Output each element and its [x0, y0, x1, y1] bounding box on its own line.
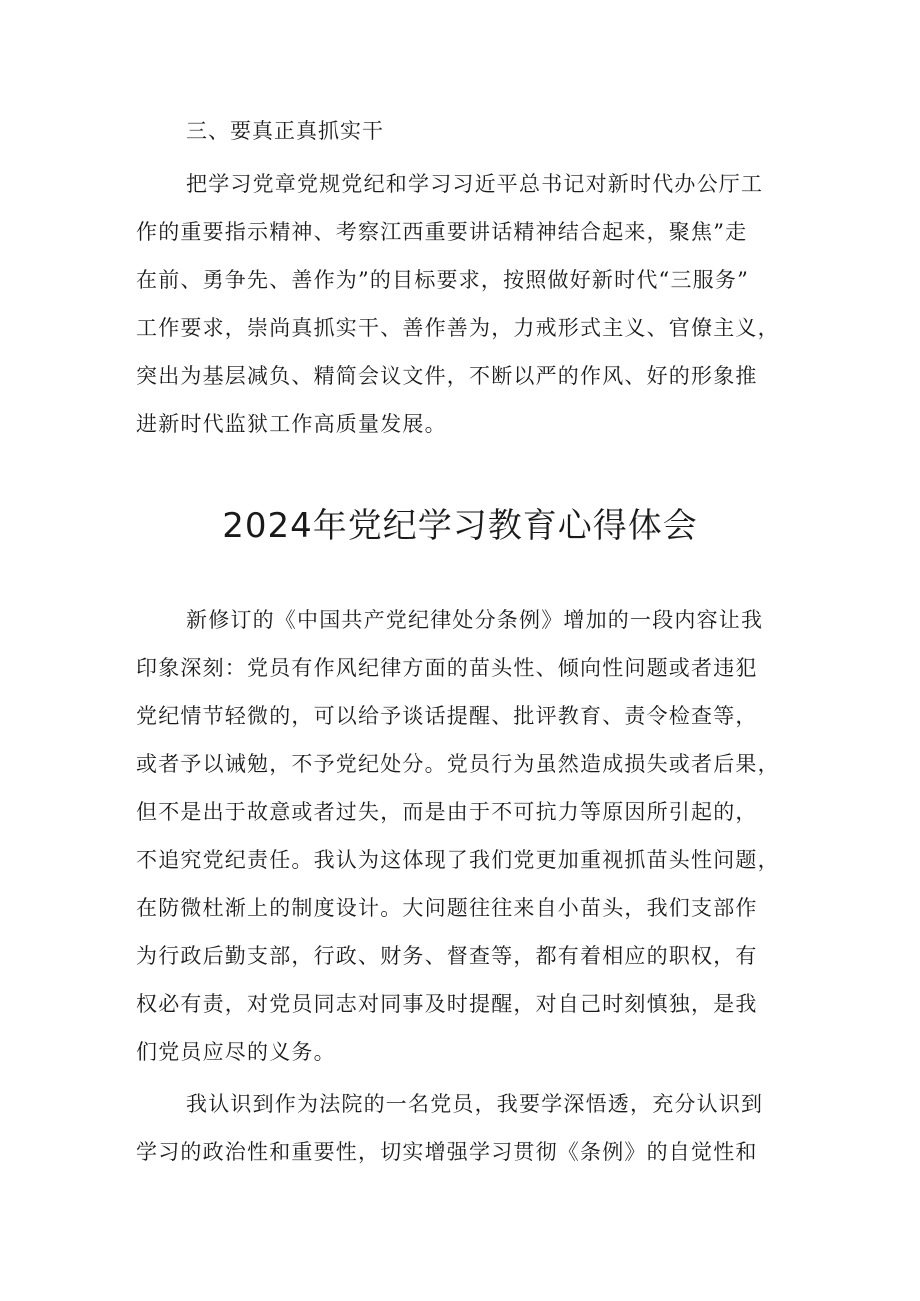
text-line: 权必有责，对党员同志对同事及时提醒，对自己时刻慎独，是我 [136, 992, 758, 1016]
text-line: 或者予以诫勉，不予党纪处分。党员行为虽然造成损失或者后果， [136, 752, 780, 776]
document-title: 2024年党纪学习教育心得体会 [222, 506, 698, 546]
text-line: 把学习党章党规党纪和学习习近平总书记对新时代办公厅工 [186, 172, 764, 196]
text-line: 进新时代监狱工作高质量发展。 [136, 412, 447, 436]
text-line: 不追究党纪责任。我认为这体现了我们党更加重视抓苗头性问题， [136, 848, 780, 872]
text-line: 突出为基层减负、精简会议文件，不断以严的作风、好的形象推 [136, 364, 758, 388]
text-line: 们党员应尽的义务。 [136, 1040, 336, 1064]
text-line: 但不是出于故意或者过失，而是由于不可抗力等原因所引起的， [136, 800, 758, 824]
body-paragraph-2 [136, 1080, 796, 1176]
text-line: 我认识到作为法院的一名党员，我要学深悟透，充分认识到 [186, 1092, 764, 1116]
text-line: 作的重要指示精神、考察江西重要讲话精神结合起来，聚焦”走 [136, 220, 748, 244]
text-line: 在前、勇争先、善作为”的目标要求，按照做好新时代“三服务” [136, 268, 750, 292]
text-line: 党纪情节轻微的，可以给予谈话提醒、批评教育、责令检查等， [136, 704, 758, 728]
section-paragraph [136, 160, 796, 448]
text-line: 新修订的《中国共产党纪律处分条例》增加的一段内容让我 [186, 608, 764, 632]
section-heading: 三、要真正真抓实干 [186, 119, 384, 143]
text-line: 印象深刻：党员有作风纪律方面的苗头性、倾向性问题或者违犯 [136, 656, 758, 680]
body-paragraph-1 [136, 596, 796, 1076]
text-line: 在防微杜渐上的制度设计。大问题往往来自小苗头，我们支部作 [136, 896, 758, 920]
text-line: 为行政后勤支部，行政、财务、督查等，都有着相应的职权，有 [136, 944, 758, 968]
text-line: 学习的政治性和重要性，切实增强学习贯彻《条例》的自觉性和 [136, 1140, 758, 1164]
text-line: 工作要求，崇尚真抓实干、善作善为，力戒形式主义、官僚主义， [136, 316, 780, 340]
